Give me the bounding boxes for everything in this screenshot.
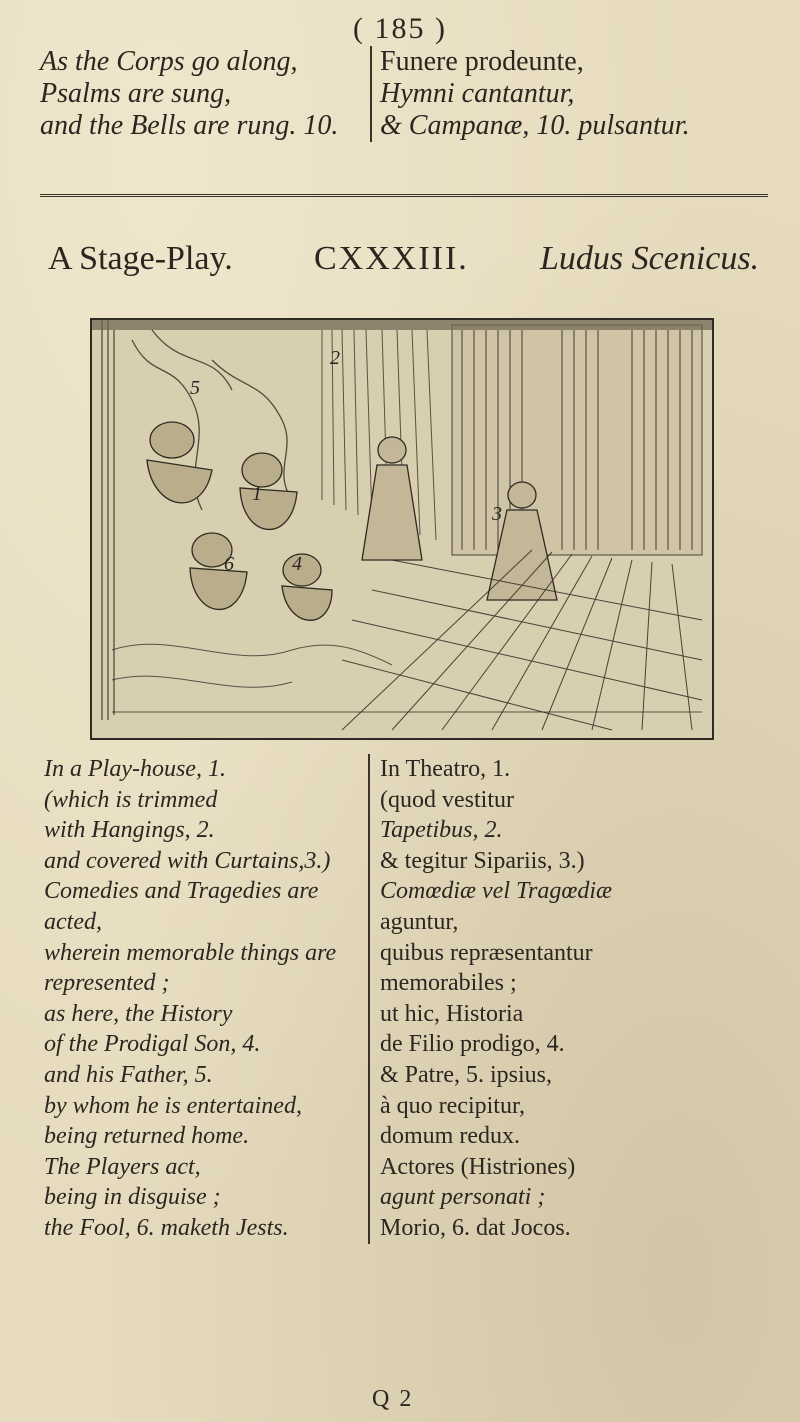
text-line: being returned home. <box>44 1123 250 1150</box>
text-line: being in disguise ; <box>44 1184 221 1211</box>
text-line: acted, <box>44 908 102 935</box>
signature-mark: Q 2 <box>372 1386 414 1412</box>
text-line: and his Father, 5. <box>44 1061 213 1088</box>
text-line: quibus repræsentantur <box>380 939 593 966</box>
text-line: ut hic, Historia <box>380 1000 524 1027</box>
figure-marker: 2 <box>330 347 340 369</box>
text-line: the Fool, 6. maketh Jests. <box>44 1214 289 1241</box>
text-line: The Players act, <box>44 1153 201 1180</box>
text-line: and the Bells are rung. 10. <box>40 110 339 141</box>
text-line: Comœdiæ vel Tragœdiæ <box>380 878 613 905</box>
text-line: Tapetibus, 2. <box>380 817 503 844</box>
stage-play-woodcut <box>92 320 712 738</box>
text-line: Morio, 6. dat Jocos. <box>380 1214 571 1241</box>
text-line: with Hangings, 2. <box>44 817 215 844</box>
chapter-title-english: A Stage-Play. <box>48 240 233 277</box>
chapter-heading <box>30 240 790 286</box>
figure-marker: 6 <box>224 553 234 575</box>
text-line: (which is trimmed <box>44 786 218 813</box>
text-line: à quo recipitur, <box>380 1092 525 1119</box>
text-line: Actores (Histriones) <box>380 1153 576 1180</box>
text-line: de Filio prodigo, 4. <box>380 1031 565 1058</box>
chapter-title-latin: Ludus Scenicus. <box>540 240 760 277</box>
chapter-number: CXXXIII. <box>314 240 469 277</box>
latin-column-caption <box>368 754 800 1244</box>
latin-column-top <box>370 46 800 142</box>
text-line: by whom he is entertained, <box>44 1092 302 1119</box>
text-line: & Patre, 5. ipsius, <box>380 1061 552 1088</box>
text-line: as here, the History <box>44 1000 233 1027</box>
text-line: of the Prodigal Son, 4. <box>44 1031 261 1058</box>
text-line: Funere prodeunte, <box>380 46 584 77</box>
text-line: represented ; <box>44 970 170 997</box>
text-line: In Theatro, 1. <box>380 756 511 782</box>
figure-marker: 3 <box>492 503 502 525</box>
text-line: (quod vestitur <box>380 786 514 813</box>
section-divider <box>40 194 768 197</box>
text-line: agunt personati ; <box>380 1184 546 1211</box>
english-column-caption <box>44 754 367 1244</box>
english-column-top <box>40 46 365 142</box>
figure-marker: 5 <box>190 377 200 399</box>
text-line: aguntur, <box>380 908 459 935</box>
text-line: In a Play-house, 1. <box>44 756 226 782</box>
woodcut-illustration <box>90 318 714 740</box>
page-number: ( 185 ) <box>353 12 447 45</box>
text-line: and covered with Curtains,3.) <box>44 847 331 874</box>
figure-marker: 4 <box>292 553 302 575</box>
text-line: Comedies and Tragedies are <box>44 878 319 905</box>
text-line: Psalms are sung, <box>40 78 232 109</box>
text-line: As the Corps go along, <box>40 46 298 77</box>
text-line: wherein memorable things are <box>44 939 337 966</box>
text-line: & tegitur Sipariis, 3.) <box>380 847 585 874</box>
text-line: Hymni cantantur, <box>380 78 575 109</box>
figure-marker: 1 <box>252 483 262 505</box>
text-line: & Campanæ, 10. pulsantur. <box>380 110 690 141</box>
text-line: memorabiles ; <box>380 970 517 997</box>
text-line: domum redux. <box>380 1123 520 1150</box>
